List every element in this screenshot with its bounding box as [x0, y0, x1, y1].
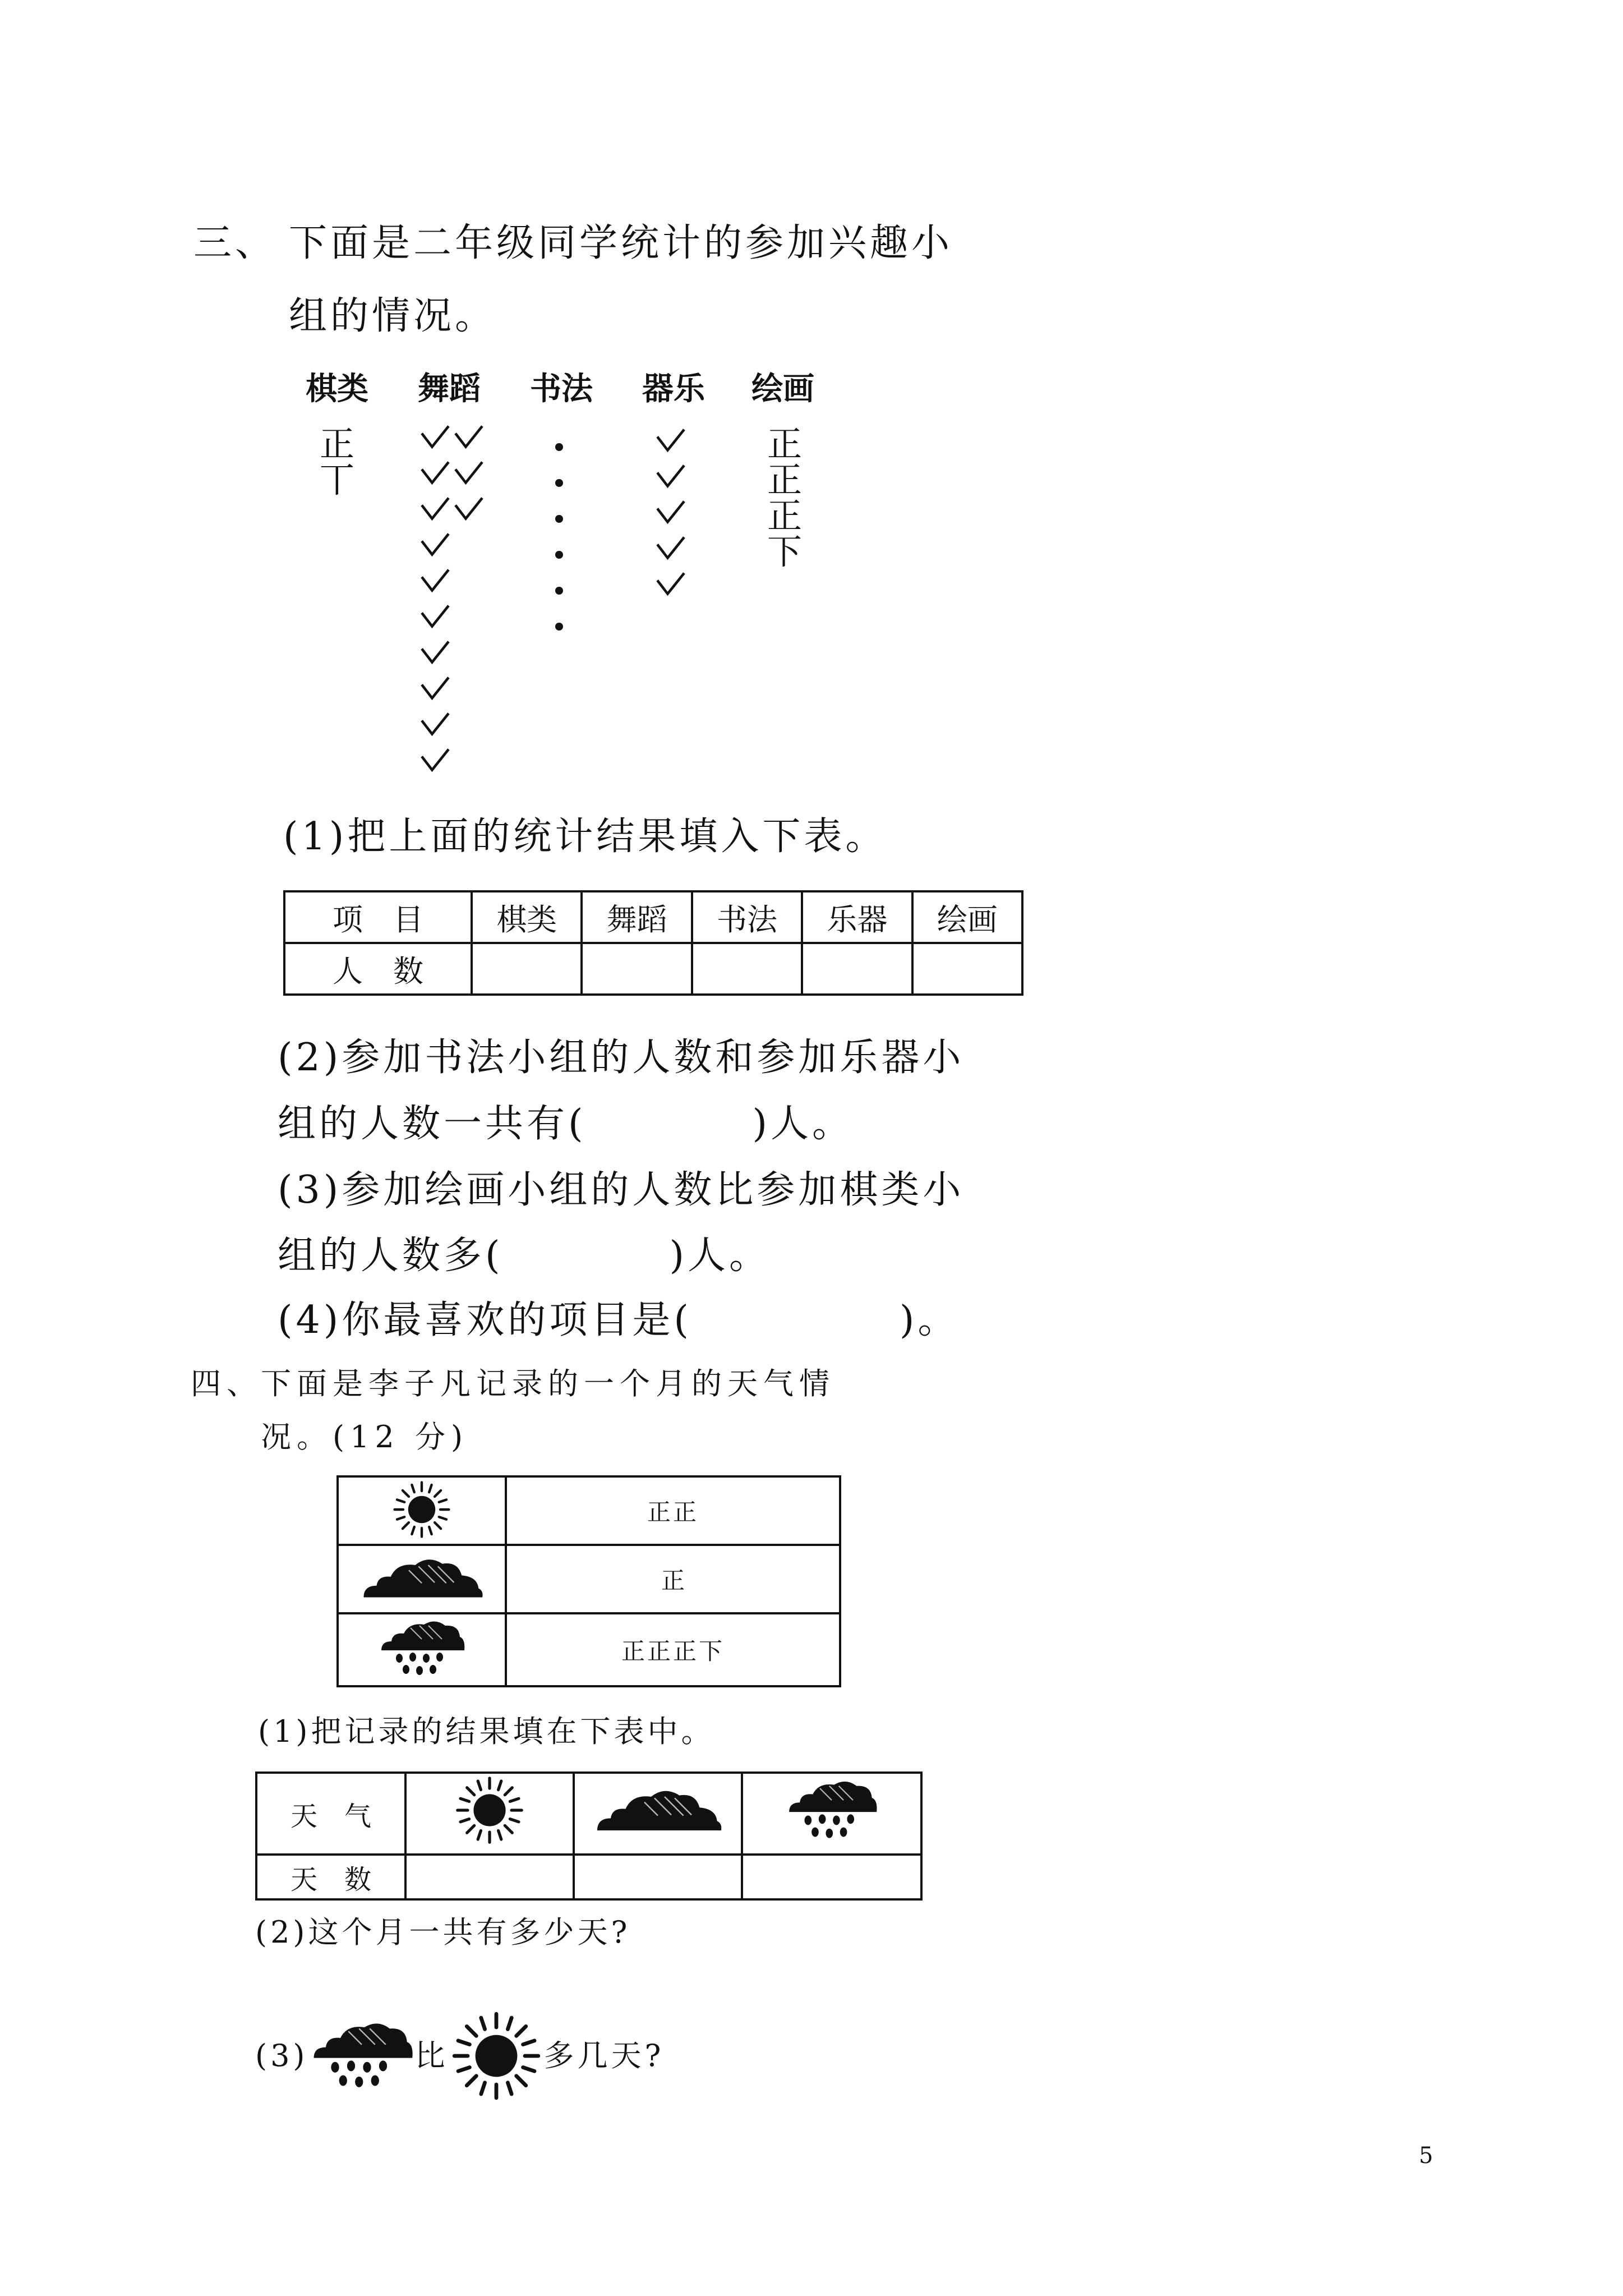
section4-question-line2: 况。(12 分): [261, 1419, 469, 1455]
weather-icon-cell: [338, 1545, 506, 1613]
weather-icon-cell: [338, 1476, 506, 1545]
rain-cloud-icon: [377, 1618, 467, 1680]
section3-sub1: (1)把上面的统计结果填入下表。: [283, 815, 887, 859]
tally-mark: 下: [767, 531, 803, 572]
check-icon: [419, 424, 451, 450]
sun-icon: [449, 2008, 544, 2104]
dot-mark: [555, 443, 563, 451]
section3-question-line2: 组的情况。: [289, 294, 497, 338]
check-icon: [655, 427, 686, 453]
check-icon: [419, 460, 451, 486]
weather-icon-cell: [405, 1773, 574, 1855]
answer-cell[interactable]: [692, 943, 802, 995]
check-pair: [419, 496, 485, 532]
weather-tally-sunny: 正正: [506, 1476, 840, 1545]
tally-mark: 正: [767, 495, 803, 536]
dot-mark: [555, 551, 563, 559]
table-row-label-days: 天 数: [256, 1855, 405, 1899]
section3-sub3-line2: 组的人数多( )人。: [278, 1234, 771, 1278]
weather-tally-rainy: 正正正下: [506, 1613, 840, 1686]
tally-column-music: [655, 427, 686, 607]
interest-group-table: [283, 890, 1023, 996]
tally-mark: 正: [767, 459, 803, 500]
check-icon: [419, 675, 451, 701]
sub3-prefix: (3): [255, 2038, 308, 2073]
weather-icon-cell: [338, 1613, 506, 1686]
sub3-suffix: 多几天?: [543, 2038, 665, 2073]
check-icon: [453, 424, 485, 450]
table-row-label-count: 人 数: [284, 943, 472, 995]
check-icon: [655, 535, 686, 561]
section3-sub3-line1: (3)参加绘画小组的人数比参加棋类小: [278, 1168, 965, 1212]
answer-cell[interactable]: [742, 1855, 921, 1899]
sun-icon: [453, 1774, 526, 1847]
page-number: 5: [1419, 2143, 1433, 2169]
tally-column-dance: [419, 424, 485, 783]
tally-column-calligraphy: [555, 429, 563, 645]
check-icon: [419, 532, 451, 558]
check-pair: [419, 460, 485, 496]
check-icon: [419, 568, 451, 593]
dot-mark: [555, 587, 563, 595]
tally-column-painting: [767, 426, 802, 570]
check-icon: [655, 463, 686, 489]
rain-cloud-icon: [308, 2017, 415, 2095]
cloud-icon: [357, 1552, 486, 1604]
tally-header-calligraphy: 书法: [530, 370, 593, 407]
weather-tally-cloudy: 正: [506, 1545, 840, 1613]
check-icon: [419, 747, 451, 773]
weather-record-table: [336, 1475, 841, 1687]
tally-header-painting: 绘画: [751, 370, 814, 407]
answer-cell[interactable]: [582, 943, 691, 995]
answer-cell[interactable]: [802, 943, 912, 995]
table-header-chess: 棋类: [472, 891, 582, 943]
check-icon: [453, 460, 485, 486]
answer-cell[interactable]: [472, 943, 582, 995]
weather-icon-cell: [574, 1773, 742, 1855]
table-header-calligraphy: 书法: [692, 891, 802, 943]
check-icon: [655, 499, 686, 525]
sun-icon: [391, 1479, 453, 1540]
weather-count-table: [255, 1772, 923, 1901]
sub3-mid: 比: [414, 2038, 449, 2073]
tally-column-chess: [320, 426, 354, 498]
table-header-painting: 绘画: [912, 891, 1022, 943]
check-icon: [419, 496, 451, 522]
section4-number: 四、: [191, 1366, 262, 1401]
cloud-icon: [591, 1783, 725, 1837]
answer-cell[interactable]: [574, 1855, 742, 1899]
tally-header-chess: 棋类: [306, 370, 368, 407]
answer-cell[interactable]: [912, 943, 1022, 995]
dot-mark: [555, 623, 563, 631]
section3-sub2-line2: 组的人数一共有( )人。: [278, 1102, 854, 1146]
tally-mark: 正: [767, 424, 803, 464]
section3-question-line1: 下面是二年级同学统计的参加兴趣小: [289, 221, 953, 265]
table-header-dance: 舞蹈: [582, 891, 691, 943]
section4-sub1: (1)把记录的结果填在下表中。: [258, 1714, 715, 1749]
table-header-item: 项 目: [284, 891, 472, 943]
check-icon: [419, 639, 451, 665]
answer-cell[interactable]: [405, 1855, 574, 1899]
table-header-music: 乐器: [802, 891, 912, 943]
check-icon: [655, 571, 686, 597]
section3-sub2-line1: (2)参加书法小组的人数和参加乐器小: [278, 1036, 965, 1080]
rain-cloud-icon: [784, 1778, 879, 1843]
dot-mark: [555, 479, 563, 487]
section4-question-line1: 下面是李子凡记录的一个月的天气情: [261, 1366, 835, 1401]
check-icon: [419, 711, 451, 737]
check-icon: [453, 496, 485, 522]
table-row-label-weather: 天 气: [256, 1773, 405, 1855]
section4-sub2: (2)这个月一共有多少天?: [255, 1915, 631, 1950]
tally-mark: 丅: [320, 459, 355, 500]
weather-icon-cell: [742, 1773, 921, 1855]
section3-sub4: (4)你最喜欢的项目是( )。: [278, 1298, 960, 1342]
check-pair: [419, 424, 485, 460]
section3-number: 三、: [193, 221, 277, 265]
section4-sub3: [255, 2008, 664, 2104]
tally-header-dance: 舞蹈: [418, 370, 481, 407]
tally-mark: 正: [320, 424, 355, 464]
tally-header-music: 器乐: [642, 370, 705, 407]
check-icon: [419, 604, 451, 629]
dot-mark: [555, 515, 563, 523]
